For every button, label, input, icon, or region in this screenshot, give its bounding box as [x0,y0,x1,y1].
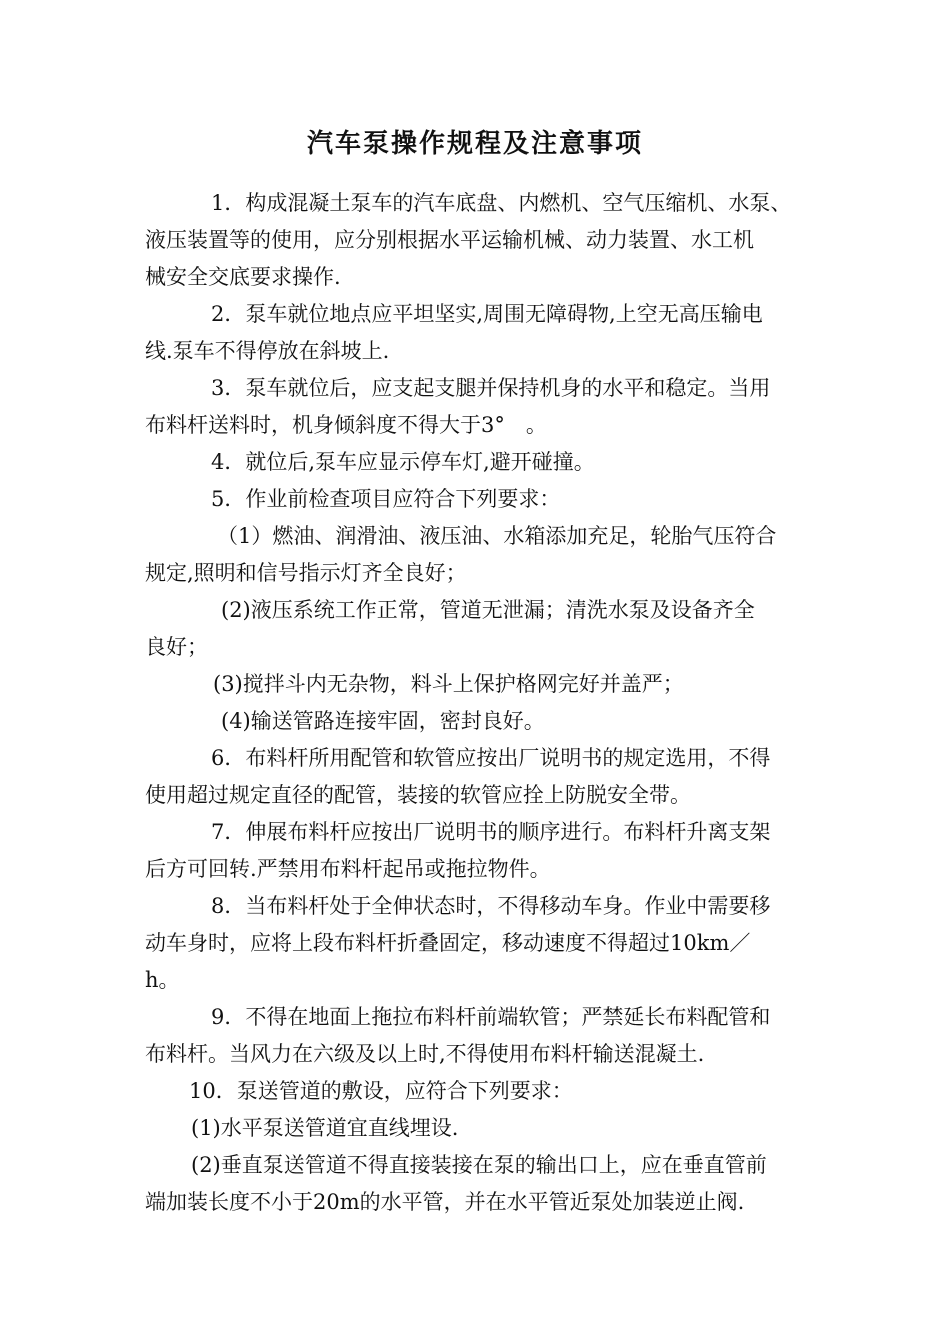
text-line: 端加装长度不小于20m的水平管，并在水平管近泵处加装逆止阀. [145,1190,745,1214]
paragraph-9 [145,999,810,1073]
document-title: 汽车泵操作规程及注意事项 [306,129,643,159]
text-line: (2)液压系统工作正常，管道无泄漏；清洗水泵及设备齐全 [221,598,755,622]
text-line: 后方可回转.严禁用布料杆起吊或拖拉物件。 [145,857,551,881]
paragraph-3 [145,370,810,444]
paragraph-1 [145,185,810,296]
sub-item-4 [145,703,810,740]
text-line: （1）燃油、润滑油、液压油、水箱添加充足，轮胎气压符合 [217,524,777,548]
paragraph-6 [145,740,810,814]
text-line: (1)水平泵送管道宜直线埋设. [191,1116,459,1140]
paragraph-7 [145,814,810,888]
text-line: 6．布料杆所用配管和软管应按出厂说明书的规定选用，不得 [211,746,771,770]
text-line: (4)输送管路连接牢固，密封良好。 [221,709,545,733]
text-line: 动车身时，应将上段布料杆折叠固定，移动速度不得超过10km／ [145,931,751,955]
sub-item-10-1 [145,1110,810,1147]
text-line: 4．就位后,泵车应显示停车灯,避开碰撞。 [211,450,595,474]
text-line: 10．泵送管道的敷设，应符合下列要求： [189,1079,573,1103]
text-line: 线.泵车不得停放在斜坡上. [145,339,390,363]
paragraph-10 [145,1073,810,1110]
text-line: 规定,照明和信号指示灯齐全良好； [145,561,467,585]
text-line: 7．伸展布料杆应按出厂说明书的顺序进行。布料杆升离支架 [211,820,771,844]
text-line: 械安全交底要求操作. [145,265,341,289]
text-line: 3．泵车就位后，应支起支腿并保持机身的水平和稳定。当用 [211,376,771,400]
paragraph-2 [145,296,810,370]
text-line: 5．作业前检查项目应符合下列要求： [211,487,561,511]
text-line: 2．泵车就位地点应平坦坚实,周围无障碍物,上空无高压输电 [211,302,763,326]
text-line: 9．不得在地面上拖拉布料杆前端软管；严禁延长布料配管和 [211,1005,771,1029]
text-line: 布料杆送料时，机身倾斜度不得大于3° 。 [145,413,547,437]
text-line: 液压装置等的使用，应分别根据水平运输机械、动力装置、水工机 [145,228,754,252]
sub-item-2 [145,592,810,666]
sub-item-3 [145,666,810,703]
text-line: 8．当布料杆处于全伸状态时，不得移动车身。作业中需要移 [211,894,771,918]
paragraph-8 [145,888,810,999]
sub-item-1 [145,518,810,592]
text-line: (3)搅拌斗内无杂物，料斗上保护格网完好并盖严； [213,672,684,696]
text-line: 使用超过规定直径的配管，装接的软管应拴上防脱安全带。 [145,783,691,807]
paragraph-5 [145,481,810,518]
text-line: (2)垂直泵送管道不得直接装接在泵的输出口上，应在垂直管前 [191,1153,767,1177]
document-body [145,185,810,1221]
paragraph-4 [145,444,810,481]
sub-item-10-2 [145,1147,810,1221]
text-line: 良好； [145,635,208,659]
text-line: 1．构成混凝土泵车的汽车底盘、内燃机、空气压缩机、水泵、 [211,191,792,215]
text-line: 布料杆。当风力在六级及以上时,不得使用布料杆输送混凝土. [145,1042,705,1066]
text-line: h。 [145,968,180,992]
